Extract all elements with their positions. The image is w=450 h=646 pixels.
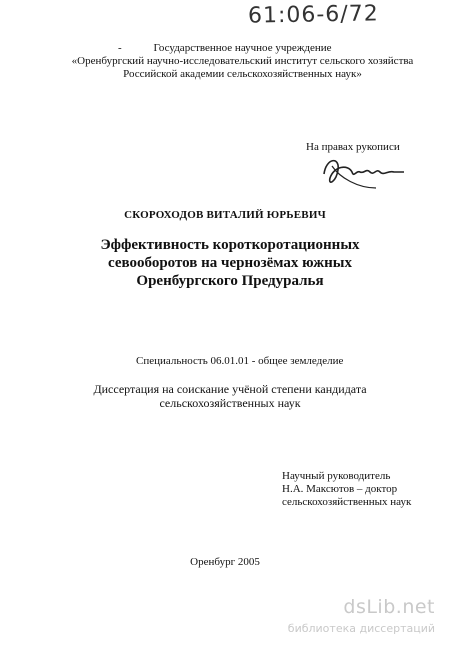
institution-line: Российской академии сельскохозяйственных наук»	[123, 68, 362, 80]
degree-statement	[60, 382, 400, 410]
thesis-title-line: Оренбургского Предуралья	[136, 273, 324, 289]
specialty-line: Специальность 06.01.01 - общее земледелие	[136, 355, 344, 367]
watermark-subtitle: библиотека диссертаций	[287, 622, 435, 635]
thesis-title-line: Эффективность короткоротационных	[100, 237, 360, 253]
supervisor-line: сельскохозяйственных наук	[282, 496, 412, 508]
supervisor-line: Н.А. Максютов – доктор	[282, 483, 398, 495]
degree-statement-line: сельскохозяйственных наук	[159, 396, 301, 410]
archive-code-part: 06	[286, 2, 317, 28]
thesis-title-line: севооборотов на чернозёмах южных	[108, 255, 352, 271]
stray-mark: -	[118, 42, 122, 54]
thesis-title	[60, 236, 400, 290]
supervisor-block	[282, 470, 442, 509]
archive-code-part: 61:	[247, 2, 287, 29]
institution-block	[60, 42, 425, 81]
archive-code-handwritten	[248, 0, 438, 33]
manuscript-rights-note: На правах рукописи	[306, 141, 400, 153]
author-name: СКОРОХОДОВ ВИТАЛИЙ ЮРЬЕВИЧ	[124, 209, 326, 221]
archive-code-part: -	[316, 2, 326, 28]
watermark-logo: dsLib.net	[343, 596, 435, 618]
degree-statement-line: Диссертация на соискание учёной степени кандидата	[93, 382, 367, 396]
archive-code-part: 72	[348, 1, 379, 27]
institution-line: «Оренбургский научно-исследовательский институт сельского хозяйства	[71, 55, 414, 67]
city-year: Оренбург 2005	[190, 556, 260, 568]
institution-line: Государственное научное учреждение	[153, 42, 332, 54]
dslib-watermark	[278, 596, 443, 642]
archive-code-part: /	[340, 1, 349, 28]
supervisor-line: Научный руководитель	[282, 470, 391, 482]
handwritten-signature	[318, 152, 408, 194]
archive-code-part: 6	[325, 2, 341, 28]
